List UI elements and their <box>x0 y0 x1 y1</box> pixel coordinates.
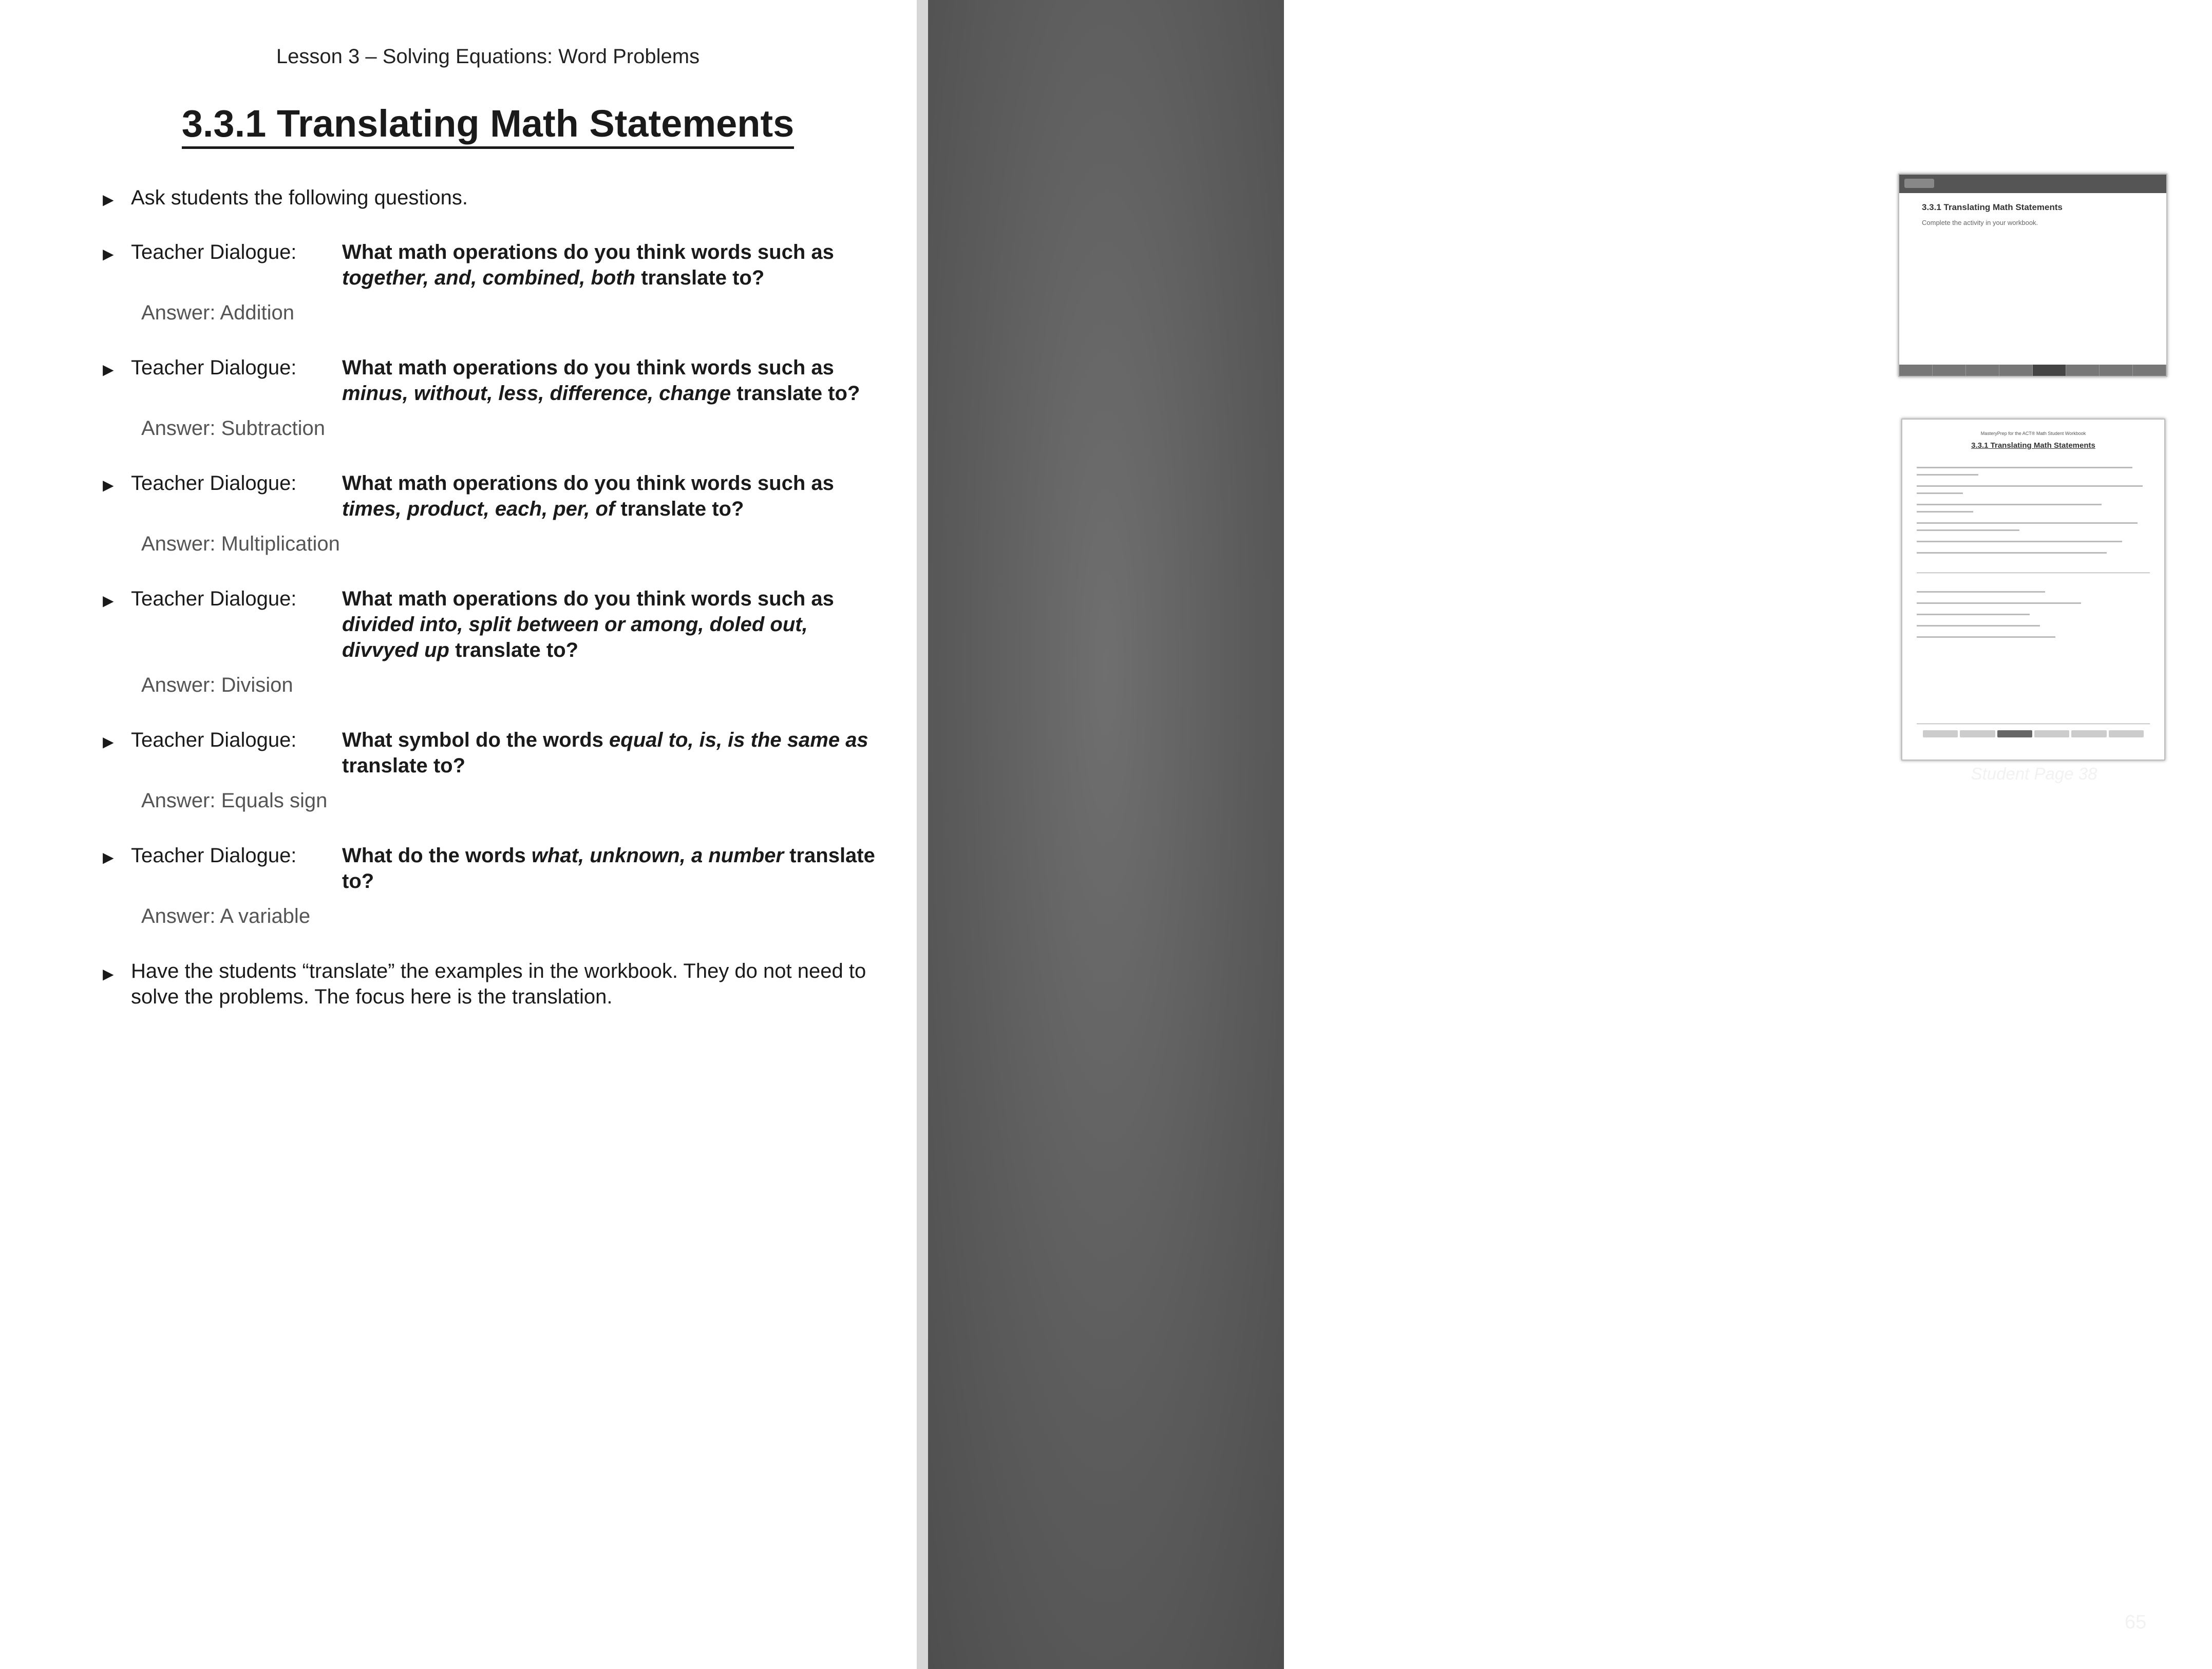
sidebar <box>928 0 2147 1669</box>
title-wrap <box>0 103 976 149</box>
question-text: translate to? <box>635 267 765 289</box>
question-text: What math operations do you think words such as <box>342 356 834 379</box>
workbook-thumbnail <box>1901 419 2165 761</box>
teacher-dialogue-label: Teacher Dialogue: <box>131 356 297 379</box>
answer-text: Answer: Subtraction <box>141 417 325 440</box>
slide-header-bar <box>1899 175 2166 193</box>
page-title: 3.3.1 Translating Math Statements <box>182 103 795 149</box>
main-content <box>0 0 917 1669</box>
workbook-footer-nav <box>1923 730 2144 737</box>
dialogue-question <box>342 355 881 406</box>
answer-text: Answer: Division <box>141 674 293 696</box>
question-keywords: together, and, combined, both <box>342 267 636 289</box>
bullet-icon: ▶ <box>103 362 114 377</box>
question-text: translate to? <box>731 382 860 405</box>
slide-subtitle: Complete the activity in your workbook. <box>1922 219 2038 226</box>
question-text: What math operations do you think words such as <box>342 241 834 263</box>
dialogue-question <box>342 586 881 663</box>
answer-text: Answer: Addition <box>141 301 294 324</box>
answer-text: Answer: A variable <box>141 905 311 927</box>
question-keywords: minus, without, less, difference, change <box>342 382 731 405</box>
bullet-icon: ▶ <box>103 734 114 750</box>
question-text: translate to? <box>342 754 466 777</box>
answer-text: Answer: Multiplication <box>141 533 340 555</box>
teacher-dialogue-label: Teacher Dialogue: <box>131 587 297 610</box>
question-keywords: divided into, split between or among, doled out, divvyed up <box>342 613 808 661</box>
bullet-icon: ▶ <box>103 477 114 493</box>
answer-text: Answer: Equals sign <box>141 789 328 812</box>
question-keywords: what, unknown, a number <box>531 844 784 867</box>
bullet-icon: ▶ <box>103 192 114 207</box>
thumbnail-caption: Student Page 38 <box>1971 764 2097 783</box>
lesson-header: Lesson 3 – Solving Equations: Word Problems <box>276 45 700 68</box>
closing-text: Have the students “translate” the examples in the workbook. They do not need to solve the problems. The focus here is the translation. <box>131 960 866 1008</box>
slide-nav-bar <box>1899 365 2166 376</box>
teacher-dialogue-label: Teacher Dialogue: <box>131 241 297 263</box>
workbook-header: MasteryPrep for the ACT® Math Student Workbook <box>1980 431 2086 436</box>
logo-icon <box>1904 179 1934 188</box>
teacher-dialogue-label: Teacher Dialogue: <box>131 844 297 867</box>
slide-thumbnail <box>1898 174 2167 377</box>
bullet-icon: ▶ <box>103 849 114 865</box>
slide-title: 3.3.1 Translating Math Statements <box>1922 202 2063 212</box>
question-keywords: equal to, is, is the same as <box>609 729 868 751</box>
question-keywords: times, product, each, per, of <box>342 498 615 520</box>
question-text: What do the words <box>342 844 532 867</box>
question-text: translate to? <box>342 844 875 893</box>
bullet-icon: ▶ <box>103 966 114 982</box>
teacher-dialogue-label: Teacher Dialogue: <box>131 729 297 751</box>
page-number: 65 <box>2125 1611 2147 1633</box>
question-text: What math operations do you think words such as <box>342 587 834 610</box>
bullet-icon: ▶ <box>103 593 114 609</box>
teacher-dialogue-label: Teacher Dialogue: <box>131 472 297 495</box>
question-text: translate to? <box>449 639 579 661</box>
bullet-icon: ▶ <box>103 246 114 262</box>
page-divider <box>917 0 928 1669</box>
dialogue-question <box>342 470 881 522</box>
dialogue-question <box>342 843 881 894</box>
intro-text: Ask students the following questions. <box>131 186 468 209</box>
question-text: translate to? <box>615 498 744 520</box>
dialogue-question <box>342 727 881 779</box>
dialogue-question <box>342 239 881 291</box>
question-text: What math operations do you think words such as <box>342 472 834 495</box>
workbook-title: 3.3.1 Translating Math Statements <box>1971 441 2095 450</box>
question-text: What symbol do the words <box>342 729 610 751</box>
